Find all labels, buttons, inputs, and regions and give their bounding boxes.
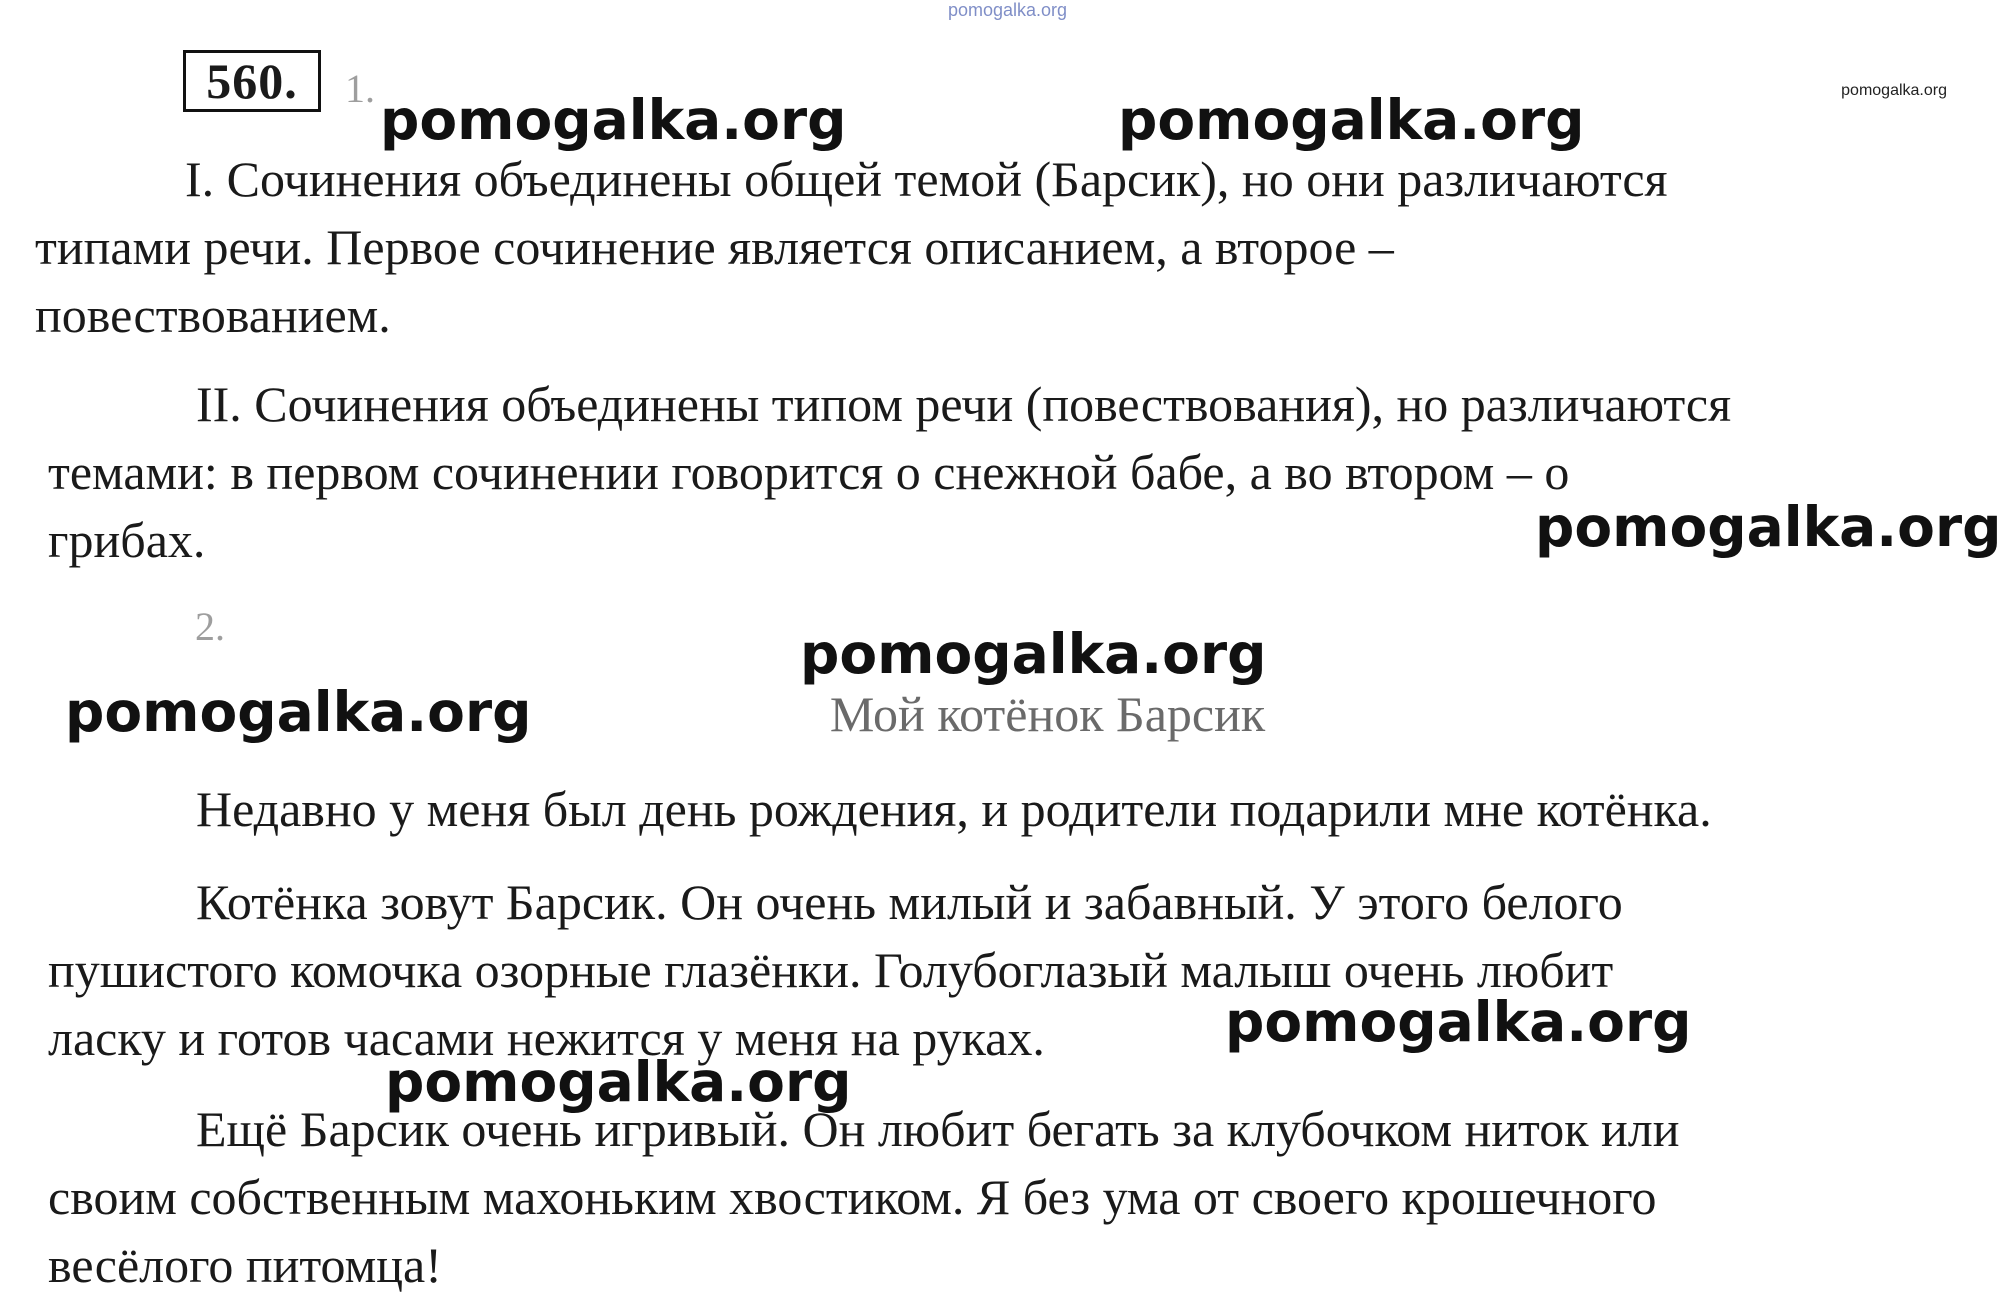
text-line: II. Сочинения объединены типом речи (повествования), но различаются bbox=[196, 376, 1732, 432]
answer-paragraph-1 bbox=[35, 145, 1668, 349]
text-line: ласку и готов часами нежится у меня на руках. bbox=[48, 1010, 1045, 1066]
watermark-overlay: pomogalka.org bbox=[385, 1050, 852, 1114]
text-line: темами: в первом сочинении говорится о снежной бабе, а во втором – о bbox=[48, 444, 1570, 500]
text-line: грибах. bbox=[48, 512, 206, 568]
text-line: пушистого комочка озорные глазёнки. Голубоглазый малыш очень любит bbox=[48, 942, 1614, 998]
text-line: весёлого питомца! bbox=[48, 1237, 442, 1293]
text-line: своим собственным махоньким хвостиком. Я без ума от своего крошечного bbox=[48, 1169, 1657, 1225]
watermark-overlay: pomogalka.org bbox=[800, 622, 1267, 686]
watermark-overlay: pomogalka.org bbox=[1535, 495, 2002, 559]
task-number-box: 560. bbox=[183, 50, 321, 112]
text-line: Недавно у меня был день рождения, и родители подарили мне котёнка. bbox=[196, 781, 1712, 837]
watermark-overlay: pomogalka.org bbox=[65, 680, 532, 744]
story-paragraph-3 bbox=[48, 1095, 1679, 1299]
watermark-overlay: pomogalka.org bbox=[1118, 88, 1585, 152]
part-1-number: 1. bbox=[345, 66, 375, 111]
watermark-overlay: pomogalka.org bbox=[1225, 990, 1692, 1054]
text-line: Котёнка зовут Барсик. Он очень милый и забавный. У этого белого bbox=[196, 874, 1623, 930]
part-2-number: 2. bbox=[195, 604, 225, 649]
story-title: Мой котёнок Барсик bbox=[829, 686, 1266, 742]
answer-paragraph-2 bbox=[48, 370, 1731, 574]
text-line: типами речи. Первое сочинение является описанием, а второе – bbox=[35, 219, 1394, 275]
text-line: повествованием. bbox=[35, 287, 391, 343]
corner-watermark: pomogalka.org bbox=[1841, 82, 1947, 99]
top-watermark: pomogalka.org bbox=[947, 0, 1068, 20]
story-paragraph-1 bbox=[48, 775, 1712, 843]
text-line: Ещё Барсик очень игривый. Он любит бегать за клубочком ниток или bbox=[196, 1101, 1680, 1157]
watermark-overlay: pomogalka.org bbox=[380, 88, 847, 152]
text-line: I. Сочинения объединены общей темой (Барсик), но они различаются bbox=[185, 151, 1668, 207]
